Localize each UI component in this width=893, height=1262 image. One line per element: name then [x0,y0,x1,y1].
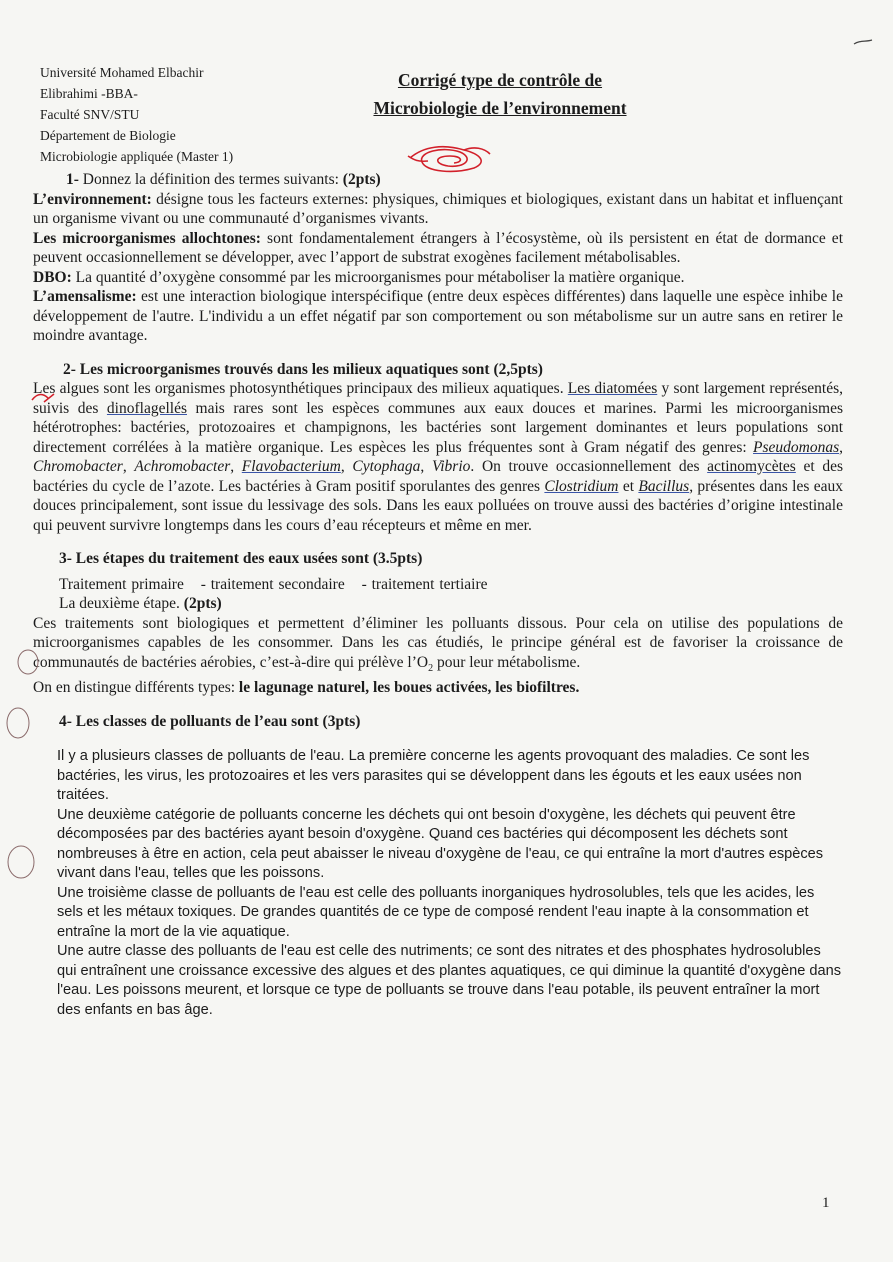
paragraph: Une deuxième catégorie de polluants concerne les déchets qui ont besoin d'oxygène, les déchets qui peuvent être décomposées par des bactéries ayant besoin d'oxygène. Quand ces bactéries qui décomposent les déchets sont nombreuses à être en action, cela peut abaisser le niveau d'oxygène de l'eau, ce qui entraîne la mort d'autres espèces vivant dans l'eau, telles que les poissons. [57,806,824,882]
title-line-2: Microbiologie de l’environnement [373,98,627,118]
definition: sont fondamentalement étrangers à l’écosystème, où ils persistent en état de dormance et peuvent occasionnellement se développer, avec l’apport de substrat exogènes facilement métabolisables. [33,229,843,266]
term: DBO: [33,268,72,286]
text: On en distingue différents types: [33,679,239,697]
red-check-mark [30,388,66,408]
institution-line: Faculté SNV/STU [40,107,140,122]
text: dinoflagellés [106,399,187,417]
stage-2: - traitement secondaire [200,575,345,593]
answer-2: Les algues sont les organismes photosynthétiques principaux des milieux aquatiques. Les diatomées y sont largement représentés, suivis des dinoflagellés mais rares sont les espèces communes aux eaux douces et marines. Parmi les microorganismes hétérotrophes: bactéries, protozoaires et champignons, les bactéries sont largement dominantes et leurs populations sont directement corrélées à la matière organique. Les espèces les plus fréquentes sont à Gram négatif des genres: Pseudomonas, Chromobacter, Achromobacter, Flavobacterium, Cytophaga, Vibrio. On trouve occasionnellement des actinomycètes et des bactéries du cycle de l’azote. Les bactéries à Gram positif sporulantes des genres Clostridium et Bacillus, présentes dans les eaux douces principalement, sont issue du lessivage des sols. Dans les eaux polluées on trouve aussi des bactéries d’origine intestinale qui peuvent survivre longtemps dans les cours d’eau récepteurs et même en mer. [33,380,844,534]
points: (2pts) [183,595,222,612]
term: Les microorganismes allochtones: [33,229,261,247]
genus: Cytophaga [352,458,421,475]
institution-line: Département de Biologie [40,128,176,143]
document-title [330,66,670,122]
question-number: 1- [66,171,79,188]
term: L’environnement: [33,190,152,208]
question-3-heading [33,549,843,569]
text: pour leur métabolisme. [433,653,581,671]
subscript: 2 [428,662,434,674]
genus: Vibrio [431,458,471,475]
question-title: Les étapes du traitement des eaux usées sont (3.5pts) [75,550,423,567]
definition-amensalisme [33,287,843,346]
question-title: Les microorganismes trouvés dans les milieux aquatiques sont (2,5pts) [79,360,543,378]
genus: Bacillus [638,477,690,495]
text: . On trouve occasionnellement des [470,458,708,475]
definition: est une interaction biologique interspécifique (entre deux espèces différentes) dans laquelle une espèce inhibe le développement de l'autre. L'individu a un effet négatif par son comportement ou son métabolisme sur un autre sans en retirer le moindre avantage. [33,288,843,344]
question-points: (2pts) [342,171,381,188]
second-stage-line [33,594,843,614]
treatment-types [33,678,843,698]
stage-3: - traitement tertiaire [361,575,488,593]
pencil-mark [852,36,876,50]
text: Les diatomées [567,380,658,397]
genus: Achromobacter [134,458,231,475]
question-number: 2- [63,360,76,378]
text: Ces traitements sont biologiques et permettent d’éliminer les polluants dissous. Pour cela on utilise des populations de microorganismes capables de les consommer. Dans les cas étudiés, le principe général est de favoriser la croissance de communautés de bactéries aérobies, c’est-à-dire qui prélève l’O [33,614,843,671]
text: y sont largement représentés, suivis des [33,380,843,417]
text: Les algues sont les organismes photosynthétiques principaux des milieux aquatiques. [33,380,568,397]
text: actinomycètes [707,458,796,475]
title-line-1: Corrigé type de contrôle de [397,70,603,90]
pencil-annotation [2,705,32,741]
definition-dbo [33,268,843,288]
text: le lagunage naturel, les boues activées, les biofiltres. [238,679,580,697]
institution-line: Elibrahimi -BBA- [40,86,138,101]
institution-line: Microbiologie appliquée (Master 1) [40,149,234,164]
text: , présentes dans les eaux douces principalement, sont issue du lessivage des sols. Dans les eaux polluées on trouve aussi des bactéries d’origine intestinale qui peuvent survivre longtemps dans les cours d’eau récepteurs et même en mer. [33,477,844,534]
question-title: Donnez la définition des termes suivants: [82,171,343,188]
institution-line: Université Mohamed Elbachir [40,65,204,80]
answer-4 [33,747,843,1020]
paragraph: Une autre classe des polluants de l'eau est celle des nutriments; ce sont des nitrates et des phosphates hydrosolubles qui entraînent une croissance excessive des algues et des plantes aquatiques, ce qui diminue la quantité d'oxygène dans l'eau. Les poissons meurent, et lorsque ce type de polluants se trouve dans l'eau potable, ils peuvent entraîner la mort des enfants en bas âge. [57,943,842,1018]
definition-allochtones [33,229,843,268]
question-2-heading [33,360,843,380]
page-number: 1 [822,1195,830,1211]
treatment-stages [33,575,843,595]
question-1-heading [33,170,843,190]
question-number: 4- [59,712,72,730]
genus: Flavobacterium [241,458,341,475]
stage-1: Traitement primaire [59,575,184,593]
paragraph: Une troisième classe de polluants de l'eau est celle des polluants inorganiques hydrosolubles, tels que les acides, les sels et les métaux toxiques. De grandes quantités de ce type de composé rendent l'eau inapte à la consommation et entraîne la mort de la vie aquatique. [57,884,815,940]
question-4-heading [33,712,843,732]
text: et des bactéries du cycle de l’azote. Les bactéries à Gram positif sporulantes des genres [33,458,844,495]
term: L’amensalisme: [33,288,137,305]
genus: Clostridium [544,477,619,495]
document-body [33,170,843,1020]
definition: La quantité d’oxygène consommé par les microorganismes pour métaboliser la matière organique. [71,268,685,286]
question-title: Les classes de polluants de l’eau sont (3pts) [75,712,361,730]
text: La deuxième étape. [59,595,184,612]
question-number: 3- [59,550,72,567]
pencil-annotation [4,843,38,881]
genus: Chromobacter [33,458,123,475]
text: mais rares sont les espèces communes aux eaux douces et marines. Parmi les microorganismes hétérotrophes: bactéries, protozoaires et champignons, les bactéries sont largement dominantes et leurs populations sont directement corrélées à la matière organique. Les espèces les plus fréquentes sont à Gram négatif des genres: [33,399,843,456]
paragraph: Il y a plusieurs classes de polluants de l'eau. La première concerne les agents provoquant des maladies. Ce sont les bactéries, les virus, les protozoaires et les vers parasites qui se développent dans les égouts et les eaux usées non traitées. [57,748,810,804]
definition-environnement [33,190,843,229]
institution-header [40,62,233,167]
pencil-annotation [14,648,44,676]
answer-3 [33,614,843,679]
text: et [618,477,639,495]
definition: désigne tous les facteurs externes: physiques, chimiques et biologiques, existant dans un habitat et influençant un organisme vivant ou une communauté d’organismes vivants. [33,190,843,227]
genus: Pseudomonas [753,438,840,456]
